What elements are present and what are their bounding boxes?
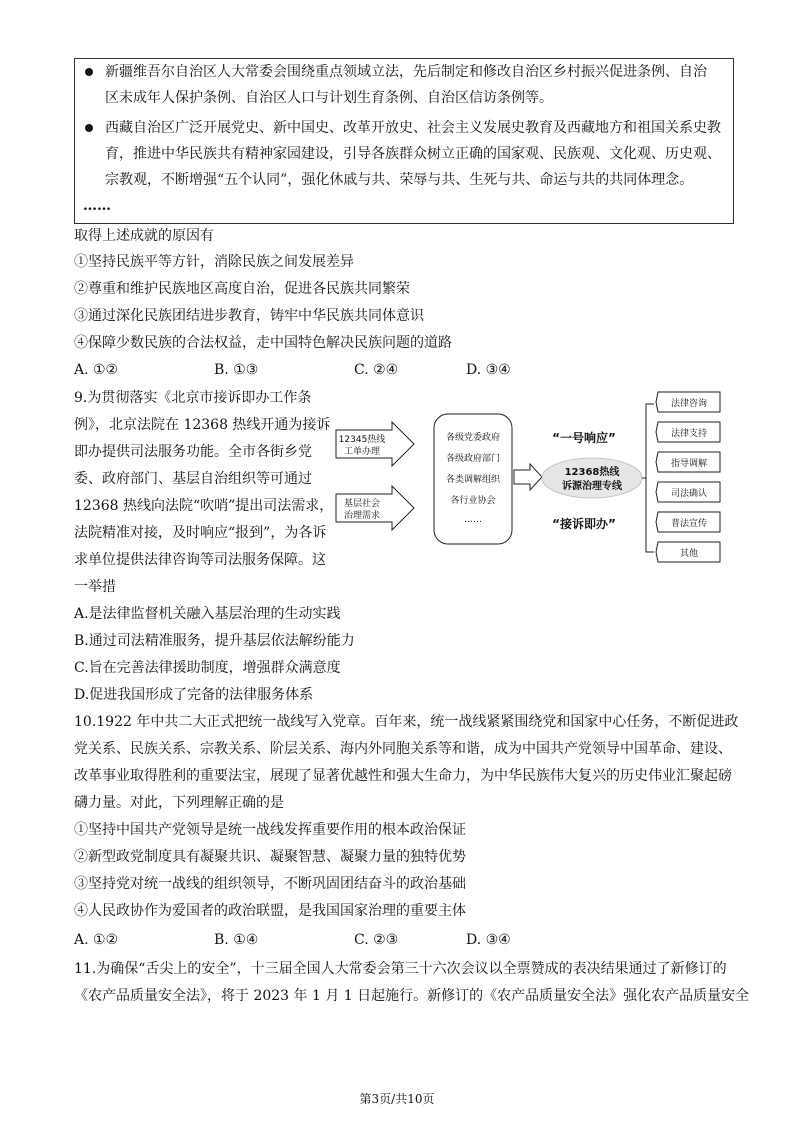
q9-stem-line8: 一举措 [74,579,116,595]
output-label-4: 司法确认 [670,489,708,499]
q9-stem-line3: 即办提供司法服务功能。全市各街乡党 [74,444,312,460]
q10-item-1: ①坚持中国共产党领导是统一战线发挥重要作用的根本政治保证 [74,822,466,838]
q8-item-4: ④保障少数民族的合法权益，走中国特色解决民族问题的道路 [74,335,452,351]
q9-stem-line2: 例》，北京法院在 12368 热线开通为接诉 [74,417,331,433]
top-label: “一号响应” [552,431,616,445]
output-bracket [646,404,654,552]
q10-stem-line2: 党关系、民族关系、宗教关系、阶层关系、海内外同胞关系等和谐，成为中国共产党领导中国革命、建设、 [74,741,732,757]
source1-label-line1: 12345热线 [338,435,386,445]
material-bullet2-line3: 宗教观，不断增强“五个认同”，强化休戚与共、荣辱与共、生死与共、命运与共的共同体理念。 [105,172,694,188]
mid-item-2: 各级政府部门 [445,454,501,464]
q11-stem-line1: 11.为确保“舌尖上的安全”，十三届全国人大常委会第三十六次会议以全票赞成的表决结果通过了新修订的 [74,961,727,977]
q8-item-1: ①坚持民族平等方针，消除民族之间发展差异 [74,254,354,270]
bullet-icon [85,124,93,132]
output-label-3: 指导调解 [670,459,708,469]
output-label-2: 法律支持 [670,429,708,439]
center-label-line2: 诉源治理专线 [562,481,622,492]
source1-label-line2: 工单办理 [343,447,381,457]
mid-item-4: 各行业协会 [450,496,496,506]
q10-item-4: ④人民政协作为爱国者的政治联盟，是我国国家治理的重要主体 [74,903,466,919]
q9-option-c[interactable]: C.旨在完善法律援助制度，增强群众满意度 [74,660,341,676]
output-label-6: 其他 [679,549,699,559]
q8-options [74,360,734,380]
output-label-5: 普法宣传 [670,519,708,529]
q9-stem-line6: 法院精准对接，及时响应“报到”，为各诉 [74,525,327,541]
material-bullet2-line2: 育，推进中华民族共有精神家园建设，引导各族群众树立正确的国家观、民族观、文化观、历史观、 [105,146,721,162]
main-arrow [514,464,542,490]
q8-item-3: ③通过深化民族团结进步教育，铸牢中华民族共同体意识 [74,308,424,324]
q8-option-b[interactable]: B. ①③ [214,362,259,378]
q9-stem-line7: 求单位提供法律咨询等司法服务保障。这 [74,552,326,568]
q8-option-c[interactable]: C. ②④ [354,362,399,378]
material-bullet2-line1: 西藏自治区广泛开展党史、新中国史、改革开放史、社会主义发展史教育及西藏地方和祖国关系史教 [105,120,721,136]
output-label-1: 法律咨询 [670,399,708,409]
q9-option-d[interactable]: D.促进我国形成了完备的法律服务体系 [74,687,314,703]
q10-stem-line1: 10.1922 年中共二大正式把统一战线写入党章。百年来，统一战线紧紧围绕党和国家中心任务，不断促进政 [74,714,739,730]
q10-stem-line4: 礴力量。对此，下列理解正确的是 [74,795,284,811]
q8-item-2: ②尊重和维护民族地区高度自治，促进各民族共同繁荣 [74,281,410,297]
material-bullet1-line2: 区未成年人保护条例、自治区人口与计划生育条例、自治区信访条例等。 [105,90,553,106]
q10-option-a[interactable]: A. ①② [74,932,119,948]
mid-item-5: …… [464,515,482,525]
bottom-label: “接诉即办” [552,517,616,531]
mid-item-1: 各级党委政府 [445,433,501,443]
hotline-center [542,458,642,498]
q9-stem-line4: 委、政府部门、基层自治组织等可通过 [74,471,312,487]
q9-flow-diagram [332,386,732,576]
bullet-icon [85,68,93,76]
q10-option-b[interactable]: B. ①④ [214,932,259,948]
material-bullet1-line1: 新疆维吾尔自治区人大常委会围绕重点领域立法，先后制定和修改自治区乡村振兴促进条例、自治 [105,64,707,80]
q8-option-d[interactable]: D. ③④ [466,362,511,378]
source2-label-line1: 基层社会 [343,499,381,509]
page-number: 第3页/共10页 [359,1092,435,1106]
q10-options [74,930,734,950]
q9-stem-line5: 12368 热线向法院“吹哨”提出司法需求， [74,498,334,514]
q8-stem: 取得上述成就的原因有 [74,228,214,244]
q10-item-2: ②新型政党制度具有凝聚共识、凝聚智慧、凝聚力量的独特优势 [74,849,466,865]
q8-option-a[interactable]: A. ①② [74,362,119,378]
q9-option-b[interactable]: B.通过司法精准服务，提升基层依法解纷能力 [74,633,355,649]
material-ellipsis: …… [83,198,111,214]
q9-stem-line1: 9.为贯彻落实《北京市接诉即办工作条 [74,390,312,406]
q10-option-c[interactable]: C. ②③ [354,932,399,948]
q10-option-d[interactable]: D. ③④ [466,932,511,948]
material-box [74,58,734,224]
mid-item-3: 各类调解组织 [445,475,501,485]
source2-label-line2: 治理需求 [343,511,381,521]
q10-item-3: ③坚持党对统一战线的组织领导，不断巩固团结奋斗的政治基础 [74,876,466,892]
q9-option-a[interactable]: A.是法律监督机关融入基层治理的生动实践 [74,606,341,622]
q11-stem-line2: 《农产品质量安全法》，将于 2023 年 1 月 1 日起施行。新修订的《农产品质量安全法》强化农产品质量安全 [74,988,750,1004]
q10-stem-line3: 改革事业取得胜利的重要法宝，展现了显著优越性和强大生命力，为中华民族伟大复兴的历史伟业汇聚起磅 [74,768,732,784]
center-label-line1: 12368热线 [564,467,620,478]
